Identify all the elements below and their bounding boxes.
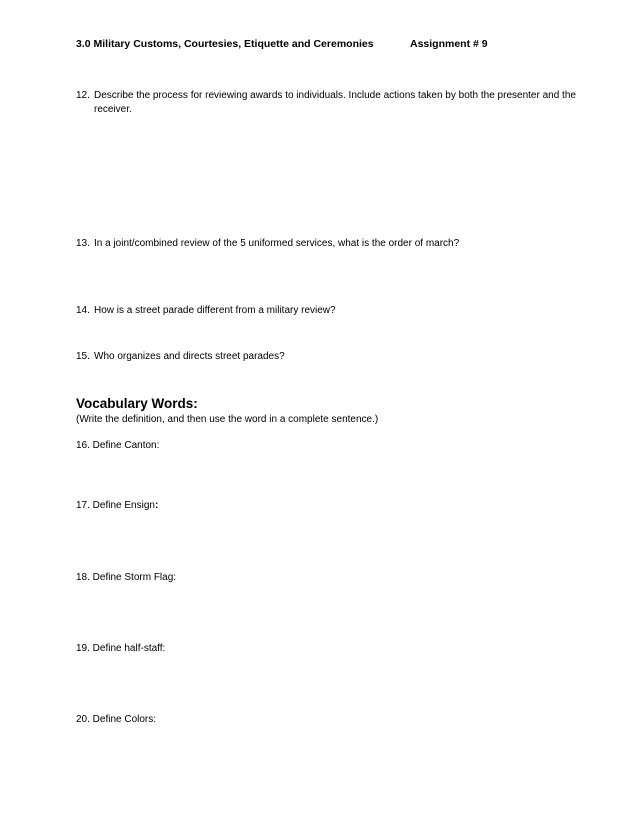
vocab-label: 18. Define Storm Flag:: [76, 572, 177, 583]
question-number: 12.: [76, 90, 90, 101]
question-12: [76, 89, 576, 117]
vocab-item-canton: [76, 440, 159, 451]
vocab-item-ensign: [76, 500, 158, 511]
question-text: In a joint/combined review of the 5 uniformed services, what is the order of march?: [94, 238, 460, 249]
vocab-item-storm-flag: [76, 572, 176, 583]
question-text: Who organizes and directs street parades?: [94, 351, 285, 362]
question-number: 13.: [76, 238, 90, 249]
question-14: [76, 304, 576, 318]
vocabulary-instruction: (Write the definition, and then use the word in a complete sentence.): [76, 414, 379, 425]
vocab-item-half-staff: [76, 643, 165, 654]
vocab-label-colon: :: [154, 500, 159, 511]
page-header: [76, 38, 488, 50]
vocab-label: 16. Define Canton:: [76, 440, 160, 451]
assignment-number: Assignment # 9: [410, 38, 488, 50]
question-13: [76, 237, 576, 251]
question-text: How is a street parade different from a military review?: [94, 305, 336, 316]
vocab-label: 20. Define Colors:: [76, 714, 157, 725]
question-number: 14.: [76, 305, 90, 316]
vocab-label: 17. Define Ensign: [76, 500, 155, 511]
question-text: Describe the process for reviewing awards to individuals. Include actions taken by both the presenter and the receiver.: [94, 90, 576, 115]
vocab-label: 19. Define half-staff:: [76, 643, 166, 654]
header-title: 3.0 Military Customs, Courtesies, Etiquette and Ceremonies: [76, 38, 374, 50]
question-15: [76, 350, 576, 364]
vocab-item-colors: [76, 714, 156, 725]
question-number: 15.: [76, 351, 90, 362]
vocabulary-heading: Vocabulary Words:: [76, 396, 198, 411]
